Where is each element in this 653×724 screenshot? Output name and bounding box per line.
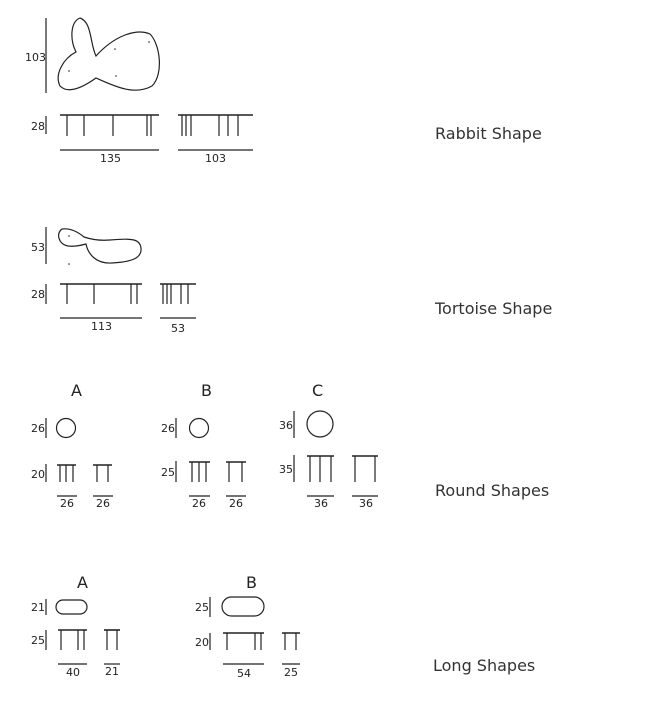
- long-a-plan-height-label: 21: [31, 601, 45, 614]
- tortoise-width-label-1: 113: [91, 320, 112, 333]
- rabbit-width-label-1: 135: [100, 152, 121, 165]
- long-a-letter: A: [77, 573, 88, 592]
- long-b-plan-height-label: 25: [195, 601, 209, 614]
- long-a-width-label-1: 40: [66, 666, 80, 679]
- long-variant-b: [195, 573, 300, 680]
- round-c-side-view-1: [307, 456, 334, 482]
- long-b-width-label-2: 25: [284, 666, 298, 679]
- round-a-side-view-1: [57, 465, 76, 482]
- round-b-letter: B: [201, 381, 212, 400]
- round-b-width-label-2: 26: [229, 497, 243, 510]
- round-c-plan-height-label: 36: [279, 419, 293, 432]
- long-section: [31, 573, 300, 680]
- long-variant-a: [31, 573, 120, 679]
- round-section: [31, 381, 378, 510]
- round-c-width-label-1: 36: [314, 497, 328, 510]
- long-caption: Long Shapes: [433, 656, 536, 675]
- round-b-side-height-label: 25: [161, 466, 175, 479]
- long-b-side-view-1: [223, 633, 264, 650]
- round-variant-a: [31, 381, 113, 510]
- long-a-side-view-2: [104, 630, 120, 650]
- long-b-letter: B: [246, 573, 257, 592]
- rabbit-side-height-label: 28: [31, 120, 45, 133]
- round-b-side-view-2: [226, 462, 246, 482]
- long-a-side-height-label: 25: [31, 634, 45, 647]
- tortoise-section: [31, 227, 196, 335]
- long-b-side-view-2: [282, 633, 300, 650]
- tortoise-side-height-label: 28: [31, 288, 45, 301]
- round-b-plan-circle: [190, 419, 209, 438]
- long-a-side-view-1: [58, 630, 87, 650]
- round-a-width-label-2: 26: [96, 497, 110, 510]
- tortoise-plan-outline: [59, 229, 141, 263]
- tortoise-caption: Tortoise Shape: [435, 299, 553, 318]
- round-caption: Round Shapes: [435, 481, 550, 500]
- round-a-plan-height-label: 26: [31, 422, 45, 435]
- round-a-side-height-label: 20: [31, 468, 45, 481]
- long-a-plan-outline: [56, 600, 87, 614]
- long-a-width-label-2: 21: [105, 665, 119, 678]
- round-c-side-height-label: 35: [279, 463, 293, 476]
- rabbit-plan-outline: [58, 18, 159, 90]
- long-b-plan-outline: [222, 597, 264, 616]
- round-c-plan-circle: [307, 411, 333, 437]
- tortoise-side-view-short: [160, 284, 196, 304]
- rabbit-plan-height-label: 103: [25, 51, 46, 64]
- round-b-side-view-1: [189, 462, 210, 482]
- rabbit-section: [25, 18, 253, 165]
- round-a-plan-circle: [57, 419, 76, 438]
- round-c-letter: C: [312, 381, 324, 400]
- tortoise-side-view-long: [60, 284, 142, 304]
- rabbit-side-view-long: [60, 115, 159, 136]
- long-b-side-height-label: 20: [195, 636, 209, 649]
- round-a-letter: A: [71, 381, 82, 400]
- round-variant-c: [279, 381, 378, 510]
- round-c-side-view-2: [352, 456, 378, 482]
- round-b-plan-height-label: 26: [161, 422, 175, 435]
- rabbit-width-label-2: 103: [205, 152, 226, 165]
- round-c-width-label-2: 36: [359, 497, 373, 510]
- long-b-width-label-1: 54: [237, 667, 251, 680]
- tortoise-width-label-2: 53: [171, 322, 185, 335]
- round-b-width-label-1: 26: [192, 497, 206, 510]
- round-a-width-label-1: 26: [60, 497, 74, 510]
- tortoise-plan-height-label: 53: [31, 241, 45, 254]
- round-variant-b: [161, 381, 246, 510]
- rabbit-caption: Rabbit Shape: [435, 124, 542, 143]
- rabbit-side-view-short: [178, 115, 253, 136]
- round-a-side-view-2: [93, 465, 112, 482]
